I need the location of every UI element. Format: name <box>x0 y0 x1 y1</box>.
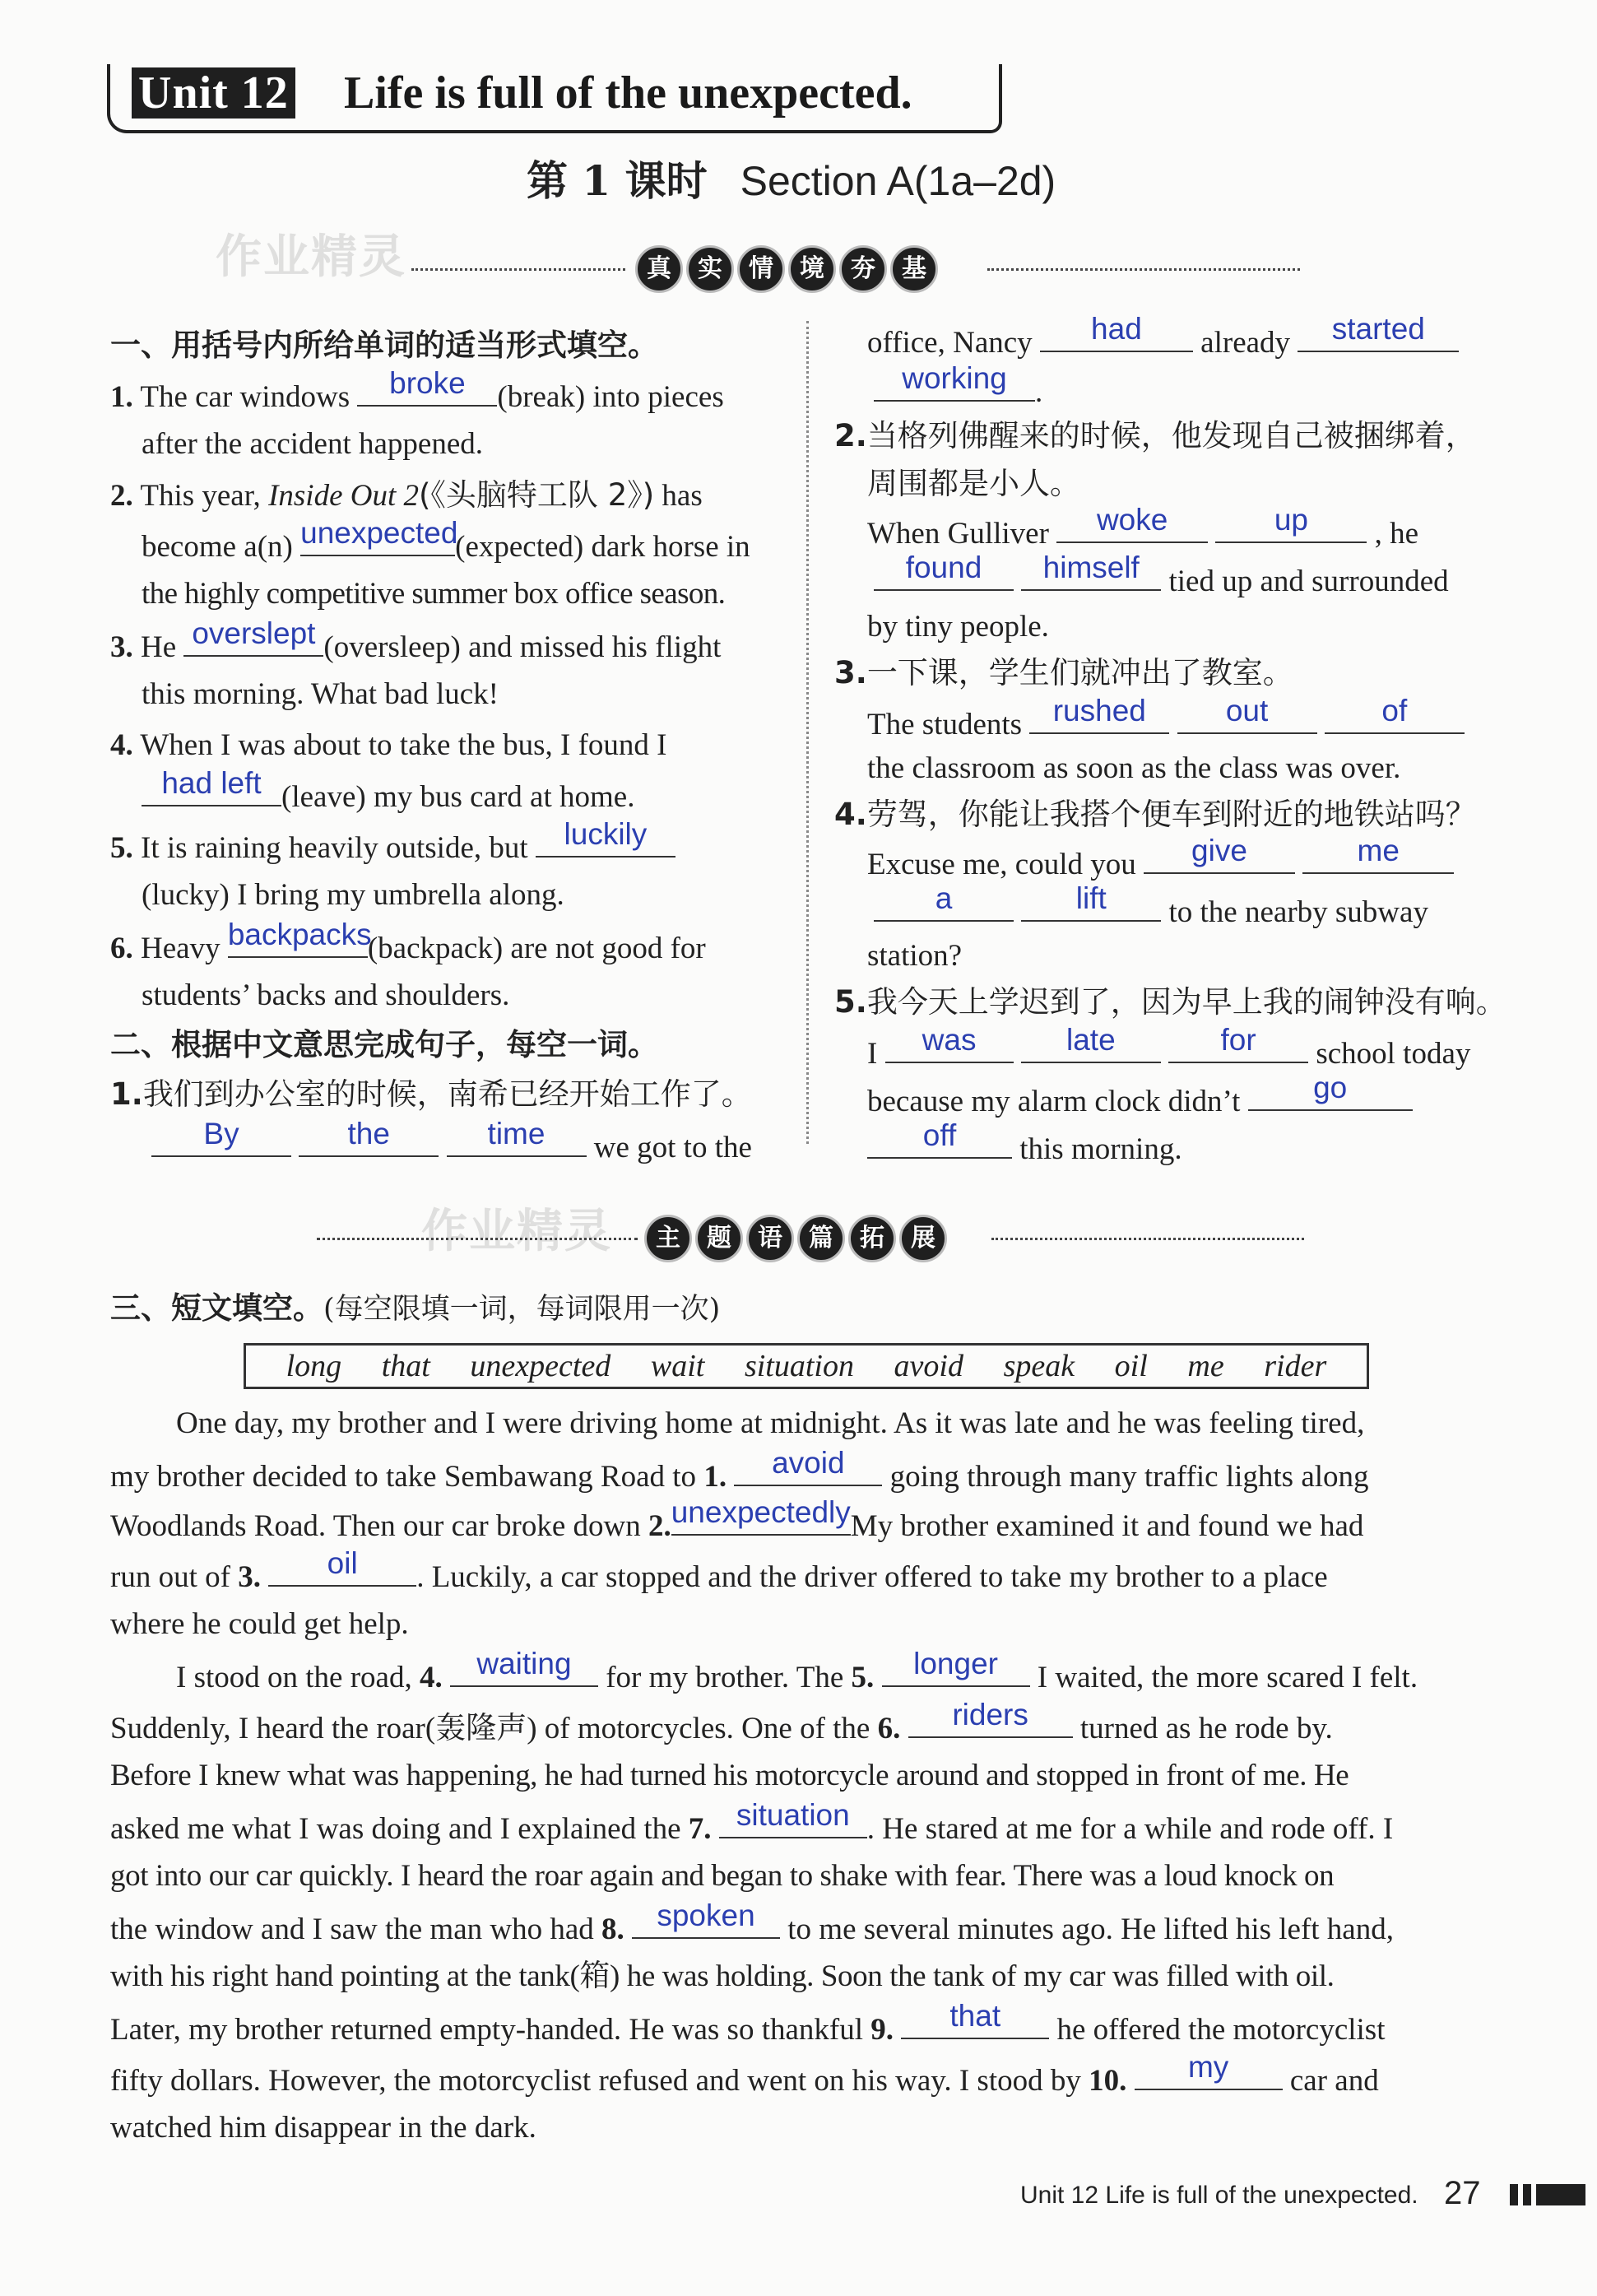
answer-blank[interactable]: a <box>874 892 1014 922</box>
answer-blank[interactable]: lift <box>1021 892 1161 922</box>
word-bank-item: unexpected <box>470 1349 611 1383</box>
p1-q4-line1: 4. When I was about to take the bus, I found I <box>110 728 667 762</box>
answer-blank[interactable]: himself <box>1021 561 1161 591</box>
passage-line: my brother decided to take Sembawang Road to 1. avoid going through many traffic lights along <box>110 1446 1369 1494</box>
passage-line: got into our car quickly. I heard the roar again and began to shake with fear. There was a loud knock on <box>110 1859 1335 1893</box>
answer-blank[interactable]: had <box>1040 323 1193 352</box>
answer-blank[interactable]: late <box>1021 1034 1161 1063</box>
answer-blank[interactable]: started <box>1298 323 1459 352</box>
p2-q5-zh: 5.我今天上学迟到了，因为早上我的闹钟没有响。 <box>834 984 1506 1020</box>
banner-char: 题 <box>695 1215 743 1262</box>
answer-blank[interactable]: oil <box>268 1557 416 1587</box>
passage-line: run out of 3. oil . Luckily, a car stopped and the driver offered to take my brother to a place <box>110 1546 1328 1594</box>
p2-q2-line2: found himself tied up and surrounded <box>874 561 1449 600</box>
watermark-bottom: 作业精灵 <box>421 1205 612 1258</box>
page-number: 27 <box>1444 2175 1481 2211</box>
banner-char: 拓 <box>848 1215 896 1262</box>
banner-char: 基 <box>890 245 938 293</box>
footer-bars <box>1510 2184 1592 2205</box>
p1-q2-line1: 2. This year, Inside Out 2(《头脑特工队 2》) has <box>110 477 703 513</box>
answer-blank[interactable]: up <box>1215 514 1367 543</box>
footer-unit-title: Unit 12 Life is full of the unexpected. <box>1020 2182 1418 2209</box>
p1-q3-line2: this morning. What bad luck! <box>142 677 499 711</box>
passage-line: Later, my brother returned empty-handed. He was so thankful 9. that he offered the motorcyclist <box>110 1999 1386 2047</box>
word-bank-item: situation <box>744 1349 854 1383</box>
passage-line: asked me what I was doing and I explained the 7. situation . He stared at me for a while and rode off. I <box>110 1798 1394 1846</box>
answer-blank[interactable]: time <box>447 1127 587 1157</box>
word-bank-item: oil <box>1114 1349 1148 1383</box>
word-bank-item: that <box>381 1349 430 1383</box>
answer-blank[interactable]: off <box>867 1129 1012 1159</box>
answer-blank[interactable]: overslept <box>183 627 323 657</box>
passage-line: where he could get help. <box>110 1607 409 1641</box>
banner-char: 展 <box>899 1215 947 1262</box>
passage-line: Before I knew what was happening, he had turned his motorcycle around and stopped in front of me. He <box>110 1759 1349 1792</box>
answer-blank[interactable]: give <box>1144 844 1295 874</box>
p1-q6-line1: 6. Heavy backpacks (backpack) are not good for <box>110 918 706 965</box>
p2-q1-zh: 1.我们到办公室的时候，南希已经开始工作了。 <box>110 1076 752 1112</box>
p1-q5-line2: (lucky) I bring my umbrella along. <box>142 878 564 912</box>
banner-char: 主 <box>644 1215 692 1262</box>
word-bank-item: avoid <box>894 1349 963 1383</box>
answer-blank[interactable]: By <box>151 1127 291 1157</box>
p2-q1-line2: office, Nancy had already started <box>867 323 1459 361</box>
answer-blank[interactable]: was <box>885 1034 1014 1063</box>
banner-bottom <box>317 1215 1304 1264</box>
answer-blank[interactable]: me <box>1302 844 1454 874</box>
p2-q4-line1: Excuse me, could you give me <box>867 844 1454 883</box>
passage-line: One day, my brother and I were driving home at midnight. As it was late and he was feeling tired, <box>176 1406 1365 1440</box>
answer-blank[interactable]: woke <box>1056 514 1208 543</box>
unit-title: Life is full of the unexpected. <box>344 67 912 119</box>
passage-line: with his right hand pointing at the tank(箱) he was holding. Soon the tank of my car was filled with oil. <box>110 1959 1335 1993</box>
word-bank-item: speak <box>1003 1349 1075 1383</box>
p2-q2-zh2: 周围都是小人。 <box>867 466 1080 501</box>
p2-q2-zh1: 2.当格列佛醒来的时候，他发现自己被捆绑着， <box>834 418 1476 453</box>
banner-char: 境 <box>788 245 836 293</box>
lesson-number: 第 1 课时 <box>527 156 708 205</box>
lesson-title <box>527 156 1056 206</box>
answer-blank[interactable]: backpacks <box>228 928 368 958</box>
part2-heading: 二、根据中文意思完成句子，每空一词。 <box>110 1027 658 1062</box>
answer-blank[interactable]: out <box>1177 704 1317 734</box>
passage-line: I stood on the road, 4. waiting for my brother. The 5. longer I waited, the more scared I felt. <box>176 1647 1418 1694</box>
p1-q6-line2: students’ backs and shoulders. <box>142 978 510 1012</box>
p2-q4-line3: station? <box>867 939 963 973</box>
banner-char: 真 <box>635 245 683 293</box>
answer-blank[interactable]: my <box>1135 2061 1283 2090</box>
p1-q5-line1: 5. It is raining heavily outside, but luckily <box>110 828 675 867</box>
answer-blank[interactable]: unexpectedly <box>671 1506 851 1536</box>
lesson-section: Section A(1a–2d) <box>740 158 1056 204</box>
p1-q4-line2: had left (leave) my bus card at home. <box>142 777 634 816</box>
passage-line: Suddenly, I heard the roar(轰隆声) of motorcycles. One of the 6. riders turned as he rode by. <box>110 1698 1333 1745</box>
word-bank-item: long <box>286 1349 342 1383</box>
answer-blank[interactable]: the <box>299 1127 439 1157</box>
answer-blank[interactable]: that <box>901 2010 1049 2039</box>
word-bank-item: me <box>1187 1349 1224 1383</box>
answer-blank[interactable]: waiting <box>450 1657 598 1687</box>
answer-blank[interactable]: longer <box>882 1657 1030 1687</box>
answer-blank[interactable]: had left <box>142 777 281 806</box>
passage-line: Woodlands Road. Then our car broke down 2. unexpectedly My brother examined it and found we had <box>110 1495 1364 1543</box>
answer-blank[interactable]: broke <box>357 377 497 407</box>
part1-heading: 一、用括号内所给单词的适当形式填空。 <box>110 328 658 363</box>
word-bank <box>244 1343 1369 1389</box>
answer-blank[interactable]: avoid <box>734 1457 882 1486</box>
p2-q1-line3: working . <box>874 372 1042 411</box>
answer-blank[interactable]: unexpected <box>300 527 455 556</box>
answer-blank[interactable]: rushed <box>1029 704 1169 734</box>
column-divider <box>806 321 809 1144</box>
passage-line: watched him disappear in the dark. <box>110 2111 536 2145</box>
p2-q4-line2: a lift to the nearby subway <box>874 892 1428 931</box>
p1-q2-line2: become a(n) unexpected (expected) dark horse in <box>142 516 750 564</box>
answer-blank[interactable]: found <box>874 561 1014 591</box>
p2-q3-zh: 3.一下课，学生们就冲出了教室。 <box>834 655 1293 690</box>
answer-blank[interactable]: go <box>1248 1081 1413 1111</box>
p2-q5-line1: I was late for school today <box>867 1023 1471 1071</box>
answer-blank[interactable]: riders <box>908 1708 1073 1738</box>
banner-char: 语 <box>746 1215 794 1262</box>
p2-q2-line3: by tiny people. <box>867 610 1049 644</box>
p2-q2-line1: When Gulliver woke up , he <box>867 503 1419 551</box>
p1-q3-line1: 3. He overslept (oversleep) and missed his flight <box>110 616 722 664</box>
answer-blank[interactable]: situation <box>719 1809 867 1838</box>
p2-q5-line3: off this morning. <box>867 1129 1182 1168</box>
watermark-top: 作业精灵 <box>216 230 406 284</box>
answer-blank[interactable]: luckily <box>536 828 675 858</box>
answer-blank[interactable]: working <box>874 372 1035 402</box>
p1-q2-line3: the highly competitive summer box office season. <box>142 577 726 611</box>
answer-blank[interactable]: spoken <box>632 1909 780 1939</box>
part3-heading: 三、短文填空。(每空限填一词，每词限用一次) <box>110 1290 721 1326</box>
p1-q1-line1: 1. The car windows broke (break) into pieces <box>110 366 724 414</box>
p2-q5-line2: because my alarm clock didn’t go <box>867 1081 1413 1120</box>
word-bank-item: wait <box>650 1349 705 1383</box>
banner-char: 篇 <box>797 1215 845 1262</box>
p2-q3-line2: the classroom as soon as the class was over. <box>867 751 1401 785</box>
passage-line: fifty dollars. However, the motorcyclist refused and went on his way. I stood by 10. my car and <box>110 2050 1379 2098</box>
word-bank-item: rider <box>1264 1349 1327 1383</box>
p2-q3-line1: The students rushed out of <box>867 704 1465 743</box>
unit-badge: Unit 12 <box>132 67 295 119</box>
banner-char: 实 <box>686 245 734 293</box>
passage-line: the window and I saw the man who had 8. spoken to me several minutes ago. He lifted his left hand, <box>110 1899 1394 1946</box>
answer-blank[interactable]: for <box>1168 1034 1308 1063</box>
banner-top <box>411 245 1300 295</box>
banner-char: 夯 <box>839 245 887 293</box>
banner-char: 情 <box>737 245 785 293</box>
p2-q4-zh: 4.劳驾，你能让我搭个便车到附近的地铁站吗？ <box>834 797 1476 832</box>
p2-q1-line1: By the time we got to the <box>151 1127 752 1166</box>
answer-blank[interactable]: of <box>1325 704 1465 734</box>
p1-q1-line2: after the accident happened. <box>142 427 483 461</box>
